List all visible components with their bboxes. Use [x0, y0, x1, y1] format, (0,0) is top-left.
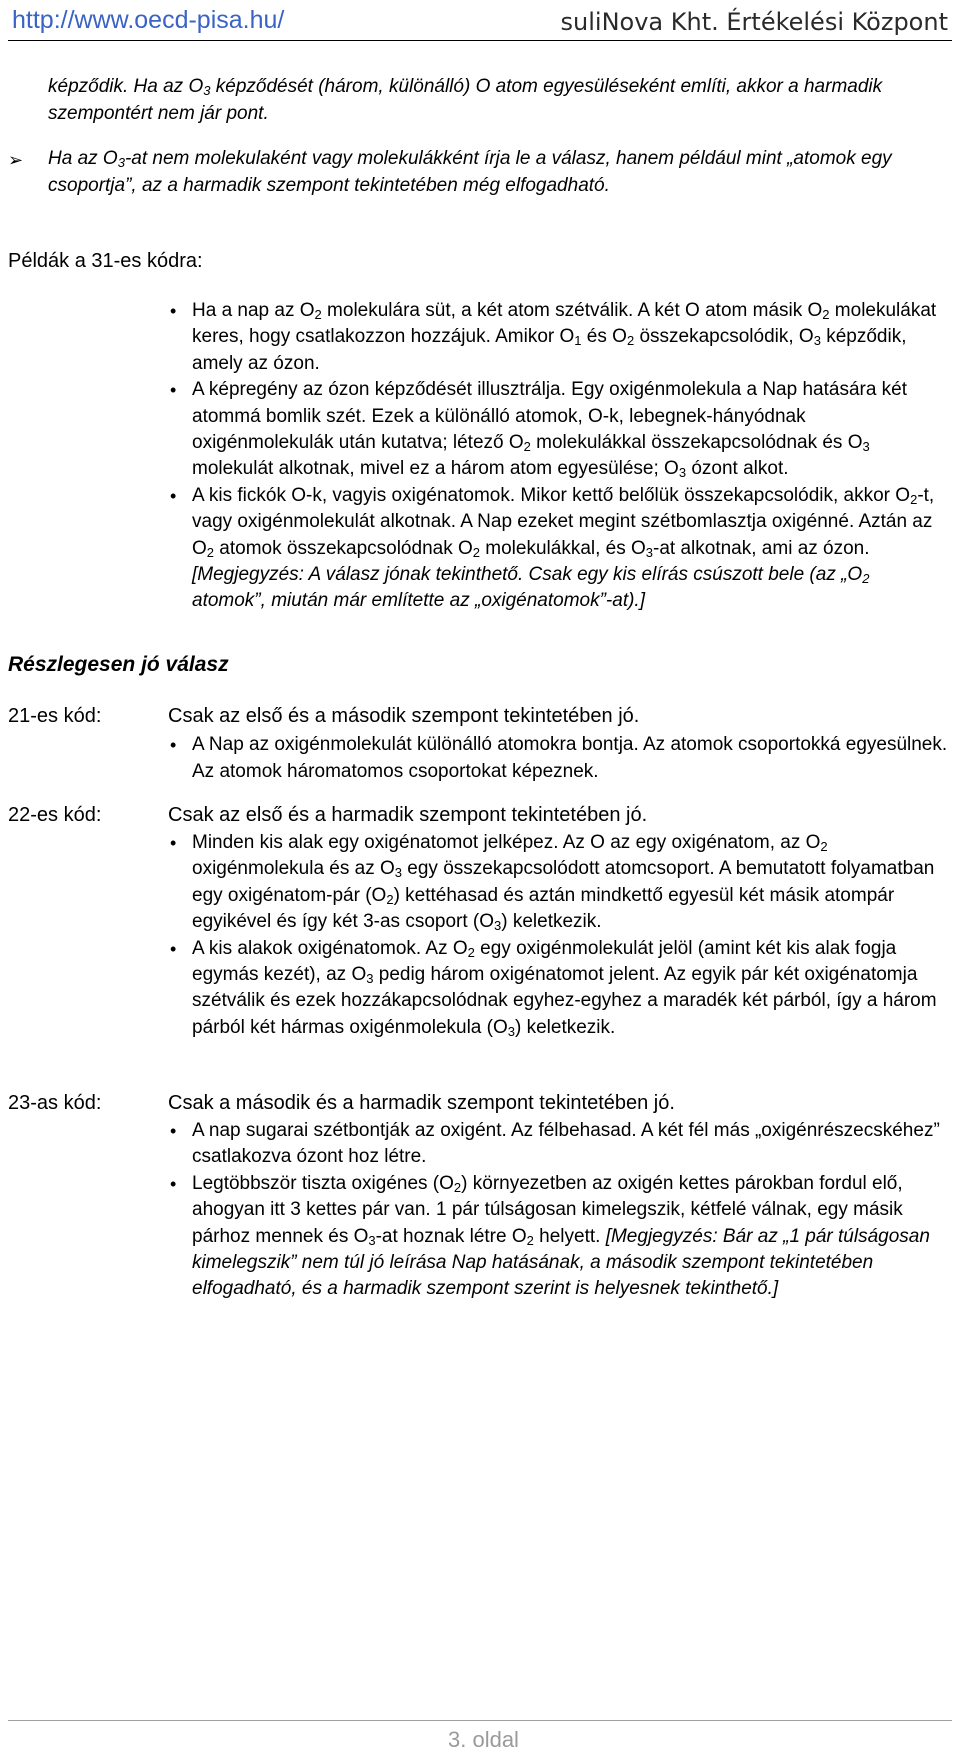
intro-paragraph-1: képződik. Ha az $O_3$ képződését (három, különálló) O atom egyesüléseként említi, akkor a harmadik szempontért nem jár pont.	[48, 76, 883, 124]
code-22-item: • A kis alakok oxigénatomok. Az $O_2$ egy oxigénmolekulát jelöl (amint két kis alak fogja egymás kezét), az $O_3$ pedig három oxigénatomot jelent. Az egyik pár két oxigénatomja szétválik és ezek hozzákapcsolódnak egyhez-egyhez a maradék két párból, így a három párból két hármas oxigénmolekula $(O_3)$ keletkezik.	[168, 936, 948, 1042]
code-23-label: 23-as kód:	[8, 1092, 102, 1114]
code-23-item: • A nap sugarai szétbontják az oxigént. Az félbehasad. A két fél más „oxigénrészecskéhez” csatlakozva ózont hoz létre.	[168, 1118, 948, 1171]
page-header	[8, 0, 952, 41]
arrow-bullet-icon: ➢	[8, 150, 24, 170]
code-22-item: • Minden kis alak egy oxigénatomot jelképez. Az O az egy oxigénatom, az $O_2$ oxigénmolekula és az $O_3$ egy összekapcsolódott atomcsoport. A bemutatott folyamatban egy oxigénatom-pár $(O_2)$ kettéhasad és aztán mindkettő egyesül két másik atompár egyikével és így két 3-as csoport $(O_3)$ keletkezik.	[168, 830, 948, 936]
page-number: 3. oldal	[448, 1727, 519, 1752]
code-22-list	[168, 830, 948, 1041]
examples-heading: Példák a 31-es kódra:	[8, 250, 203, 272]
code-23-title: Csak a második és a harmadik szempont tekintetében jó.	[168, 1092, 675, 1114]
code-21-item: • A Nap az oxigénmolekulát különálló atomokra bontja. Az atomok csoportokká egyesülnek. Az atomok háromatomos csoportokat képeznek.	[168, 732, 948, 785]
partial-answer-heading: Részlegesen jó válasz	[8, 653, 229, 676]
code-22-label: 22-es kód:	[8, 804, 102, 826]
page-footer	[8, 1720, 952, 1752]
header-organization: suliNova Kht. Értékelési Központ	[560, 8, 948, 36]
code-21-title: Csak az első és a második szempont tekintetében jó.	[168, 705, 640, 727]
example-item: • A képregény az ózon képződését illusztrálja. Egy oxigénmolekula a Nap hatására két atommá bomlik szét. Ezek a különálló atomok, O-k, lebegnek-hányódnak oxigénmolekulák után kutatva; létező $O_2$ molekulákkal összekapcsolódnak és $O_3$ molekulát alkotnak, mivel ez a három atom egyesülése; $O_3$ ózont alkot.	[168, 377, 938, 483]
intro-paragraph-2: Ha az $O_3-at$ nem molekulaként vagy molekulákként írja le a válasz, hanem például mint „atomok egy csoportja”, az a harmadik szempont tekintetében még elfogadható.	[48, 148, 892, 196]
example-item: • A kis fickók O-k, vagyis oxigénatomok. Mikor kettő belőlük összekapcsolódik, akkor $O_2-t$, vagy oxigénmolekulát alkotnak. A Nap ezeket megint szétbomlasztja oxigénné. Aztán az $O_2$ atomok összekapcsolódnak $O_2$ molekulákkal, és $O_3-at$ alkotnak, ami az ózon. [Megjegyzés: A válasz jónak tekinthető. Csak egy kis elírás csúszott bele (az $„O_2$ atomok”, miután már említette az „oxigénatomok”-at).]	[168, 483, 938, 615]
code-22-title: Csak az első és a harmadik szempont tekintetében jó.	[168, 804, 648, 826]
code-21-list	[168, 732, 948, 785]
code-21-label: 21-es kód:	[8, 705, 102, 727]
header-url[interactable]: http://www.oecd-pisa.hu/	[12, 6, 285, 34]
code-23-item: • Legtöbbször tiszta oxigénes $(O_2)$ környezetben az oxigén kettes párokban fordul elő, ahogyan itt 3 kettes pár van. 1 pár túlságosan kimelegszik, kétfelé válnak, egy másik párhoz mennek és $O_3-at$ hoznak létre $O_2$ helyett. [Megjegyzés: Bár az „1 pár túlságosan kimelegszik” nem túl jó leírása Nap hatásának, a második szempont tekintetében elfogadható, és a harmadik szempont szerint is helyesnek tekinthető.]	[168, 1171, 948, 1303]
examples-list	[168, 298, 938, 615]
code-23-list	[168, 1118, 948, 1303]
example-item: • Ha a nap az $O_2$ molekulára süt, a két atom szétválik. A két O atom másik $O_2$ molekulákat keres, hogy csatlakozzon hozzájuk. Amikor $O_1$ és $O_2$ összekapcsolódik, $O_3$ képződik, amely az ózon.	[168, 298, 938, 377]
